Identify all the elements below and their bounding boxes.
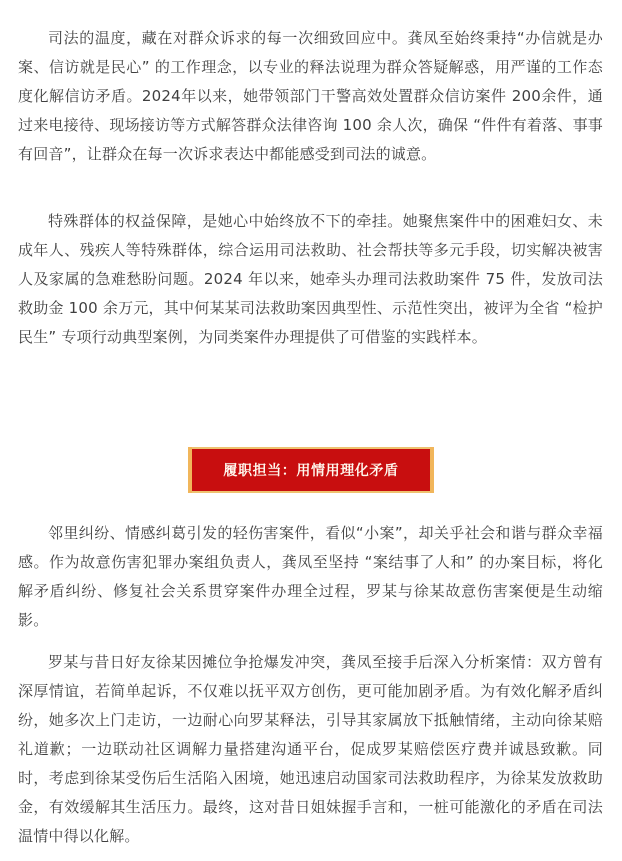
section-header	[192, 447, 430, 493]
section-header-title: 履职担当：用情用理化矛盾	[223, 462, 399, 478]
section-header-banner	[192, 447, 430, 493]
paragraph-case-resolution: 罗某与昔日好友徐某因摊位争抢爆发冲突，龚凤至接手后深入分析案情：双方曾有深厚情谊，若简单起诉，不仅难以抚平双方创伤，更可能加剧矛盾。为有效化解矛盾纠纷，她多次上门走访，一边耐心向罗某释法，引导其家属放下抵触情绪，主动向徐某赔礼道歉；一边联动社区调解力量搭建沟通平台，促成罗某赔偿医疗费并诚恳致歉。同时，考虑到徐某受伤后生活陷入困境，她迅速启动国家司法救助程序，为徐某发放救助金，有效缓解其生活压力。最终，这对昔日姐妹握手言和，一桩可能激化的矛盾在司法温情中得以化解。	[18, 653, 603, 845]
paragraph-judicial-warmth: 司法的温度，藏在对群众诉求的每一次细致回应中。龚凤至始终秉持“办信就是办案、信访就是民心” 的工作理念，以专业的释法说理为群众答疑解惑，用严谨的工作态度化解信访矛盾。2024年以来，她带领部门干警高效处置群众信访案件 200余件，通过来电接待、现场接访等方式解答群众法律咨询 100 余人次，确保 “件件有着落、事事有回音”，让群众在每一次诉求表达中都能感受到司法的诚意。	[18, 29, 603, 163]
paragraph-special-groups: 特殊群体的权益保障，是她心中始终放不下的牵挂。她聚焦案件中的困难妇女、未成年人、残疾人等特殊群体，综合运用司法救助、社会帮扶等多元手段，切实解决被害人及家属的急难愁盼问题。2024 年以来，她牵头办理司法救助案件 75 件，发放司法救助金 100 余万元，其中何某某司法救助案因典型性、示范性突出，被评为全省 “检护民生” 专项行动典型案例，为同类案件办理提供了可借鉴的实践样本。	[18, 212, 603, 346]
paragraph-neighbor-disputes: 邻里纠纷、情感纠葛引发的轻伤害案件，看似“小案”，却关乎社会和谐与群众幸福感。作为故意伤害犯罪办案组负责人，龚凤至坚持 “案结事了人和” 的办案目标，将化解矛盾纠纷、修复社会关系贯穿案件办理全过程，罗某与徐某故意伤害案便是生动缩影。	[18, 524, 603, 629]
